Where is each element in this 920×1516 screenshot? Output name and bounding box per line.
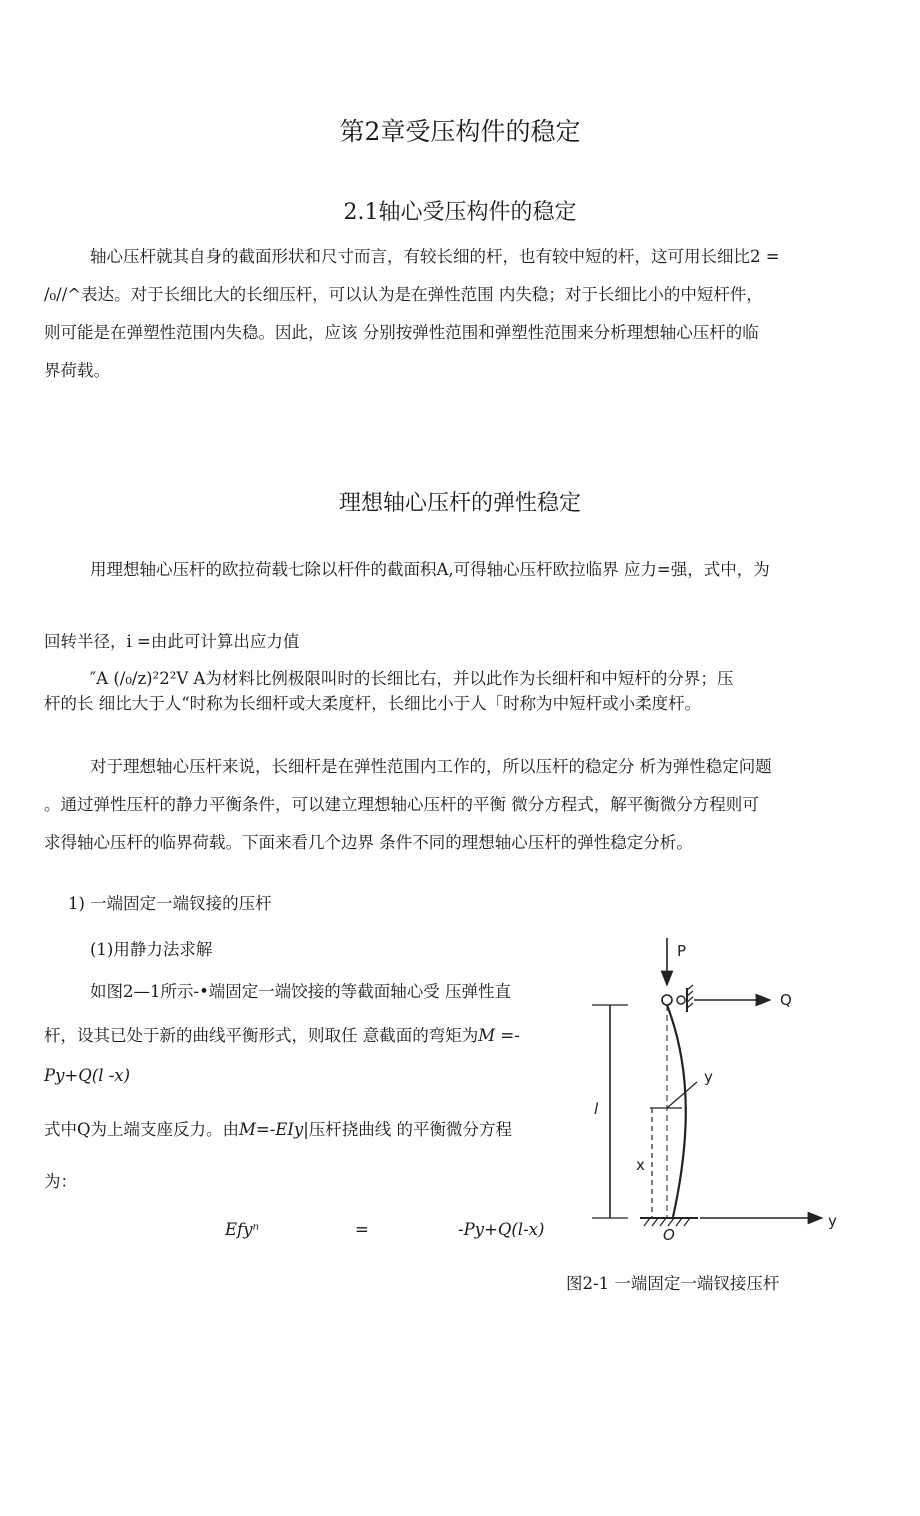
static-line-2-math: M =- bbox=[478, 1026, 520, 1045]
static-line-2 bbox=[44, 1022, 520, 1046]
label-y-axis: y bbox=[828, 1212, 837, 1230]
section-title: 2.1轴心受压构件的稳定 bbox=[343, 200, 577, 225]
intro-line-1: 轴心压杆就其自身的截面形状和尺寸而言，有较长细的杆，也有较中短的杆，这可用长细比2 = bbox=[90, 247, 780, 266]
subsection-title: 理想轴心压杆的弹性稳定 bbox=[338, 491, 581, 516]
chapter-title: 第2章受压构件的稳定 bbox=[339, 117, 581, 146]
base-hatch bbox=[644, 1218, 690, 1226]
static-line-3: Py+Q(l -x) bbox=[44, 1066, 131, 1085]
equation-equals: = bbox=[355, 1220, 369, 1239]
intro-line-3: 则可能是在弹塑性范围内失稳。因此，应该 分别按弹性范围和弹塑性范围来分析理想轴心压杆的临 bbox=[44, 323, 759, 342]
roller bbox=[677, 996, 685, 1004]
label-origin: O bbox=[663, 1226, 675, 1244]
static-line-5: 为： bbox=[44, 1172, 77, 1191]
intro-paragraph bbox=[44, 238, 834, 390]
deflection-leader bbox=[667, 1082, 697, 1108]
static-line-4-text: 式中Q为上端支座反力。由 bbox=[44, 1120, 240, 1139]
equation-rhs: -Py+Q(l-x) bbox=[458, 1220, 545, 1239]
static-line-2-text: 杆，设其已处于新的曲线平衡形式，则取任 意截面的弯矩为 bbox=[44, 1026, 479, 1045]
label-q: Q bbox=[780, 991, 792, 1009]
static-line-1: 如图2—1所示-•端固定一端饺接的等截面轴心受 压弹性直 bbox=[90, 982, 512, 1001]
euler-line-4: 杆的长 细比大于人“时称为长细杆或大柔度杆，长细比小于人「时称为中短杆或小柔度杆。 bbox=[44, 694, 702, 713]
intro-line-4: 界荷载。 bbox=[44, 361, 110, 380]
elastic-paragraph bbox=[44, 748, 834, 862]
figure-2-1 bbox=[570, 930, 870, 1250]
equation-lhs: Efyⁿ bbox=[225, 1220, 260, 1239]
label-l: l bbox=[594, 1100, 599, 1118]
static-line-4 bbox=[44, 1116, 512, 1140]
elastic-line-2: 。通过弹性压杆的静力平衡条件，可以建立理想轴心压杆的平衡 微分方程式，解平衡微分方程则可 bbox=[44, 795, 759, 814]
static-line-4-rest: |压杆挠曲线 的平衡微分方程 bbox=[303, 1120, 513, 1139]
method-heading: (1)用静力法求解 bbox=[90, 940, 213, 959]
static-line-4-math: M=-EIy bbox=[239, 1120, 304, 1139]
elastic-line-3: 求得轴心压杆的临界荷载。下面来看几个边界 条件不同的理想轴心压杆的弹性稳定分析。 bbox=[44, 833, 693, 852]
label-y-deflection: y bbox=[704, 1068, 713, 1086]
euler-line-2: 回转半径，i =由此可计算出应力值 bbox=[44, 632, 300, 651]
label-x: x bbox=[636, 1156, 645, 1174]
pin-joint bbox=[662, 995, 672, 1005]
figure-caption: 图2-1 一端固定一端钗接压杆 bbox=[566, 1274, 780, 1293]
deflected-column bbox=[667, 1005, 686, 1217]
euler-line-1: 用理想轴心压杆的欧拉荷载七除以杆件的截面积A,可得轴心压杆欧拉临界 应力=强，式中，为 bbox=[90, 560, 770, 579]
case1-heading: 1) 一端固定一端钗接的压杆 bbox=[68, 894, 272, 913]
elastic-line-1: 对于理想轴心压杆来说，长细杆是在弹性范围内工作的，所以压杆的稳定分 析为弹性稳定问题 bbox=[90, 757, 772, 776]
label-p: P bbox=[677, 942, 687, 960]
intro-line-2: /₀//^表达。对于长细比大的长细压杆，可以认为是在弹性范围 内失稳；对于长细比小的中短杆件， bbox=[44, 285, 763, 304]
euler-line-3: ″A (/₀/z)²2²V A为材料比例极限叫时的长细比右，并以此作为长细杆和中短杆的分界；压 bbox=[90, 669, 734, 688]
